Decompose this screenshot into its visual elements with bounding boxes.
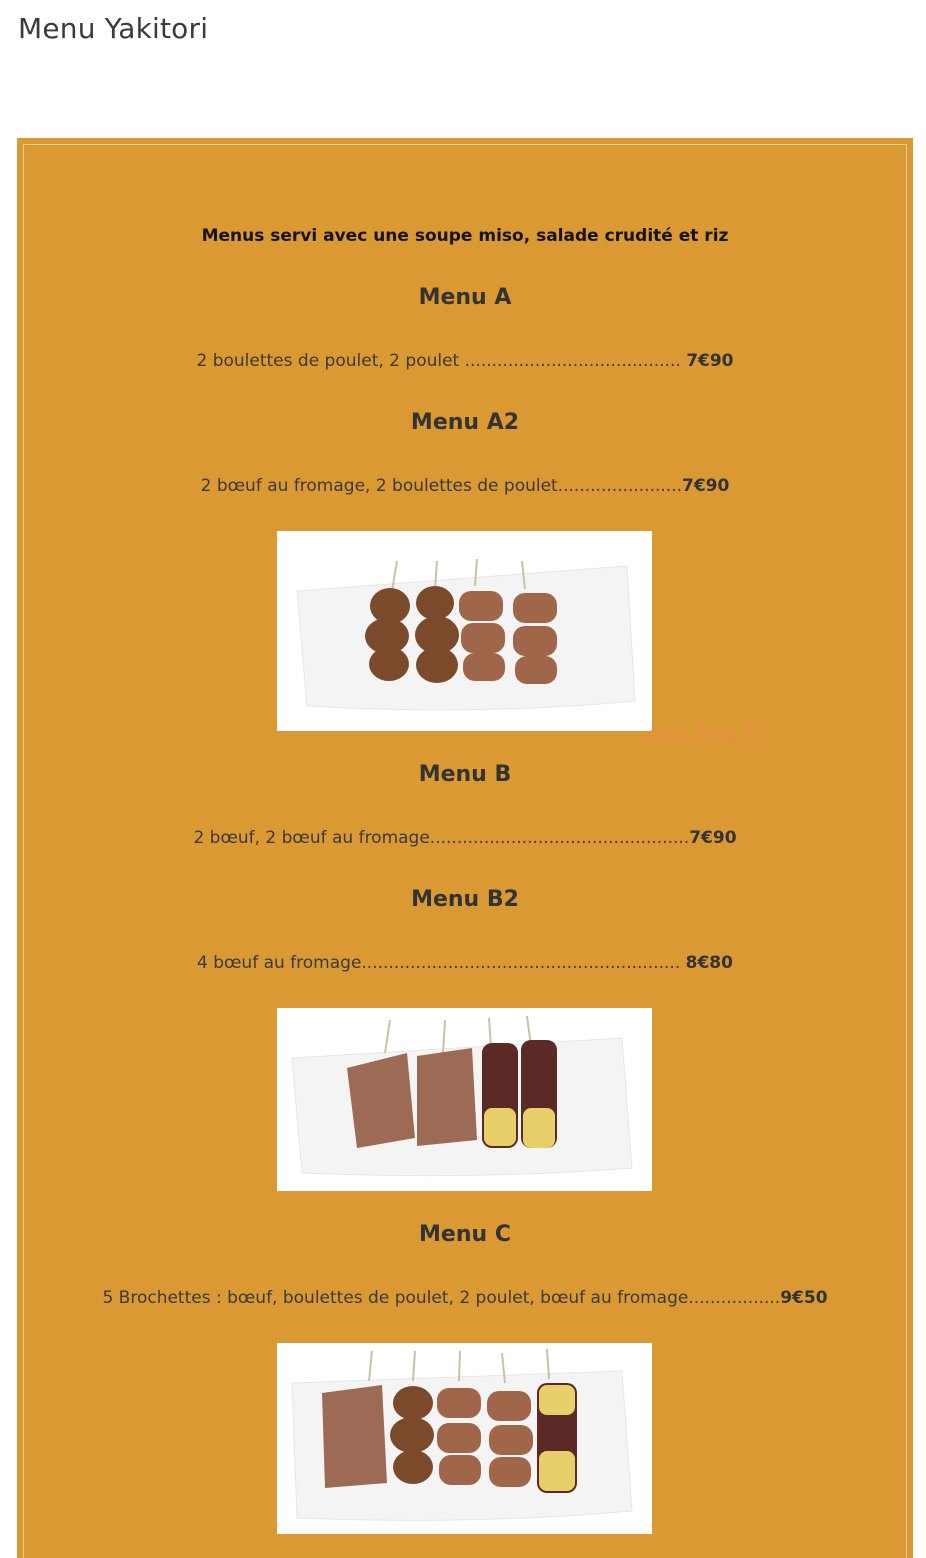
menu-b-heading: Menu B <box>418 762 512 787</box>
yakitori-photo-2-drawing <box>277 1008 652 1191</box>
menu-b-line <box>17 828 913 848</box>
menu-a2-price: 7€90 <box>682 476 730 496</box>
menu-b-price: 7€90 <box>689 828 737 848</box>
menu-a2-line <box>17 476 913 496</box>
menu-c-price: 9€50 <box>780 1288 828 1308</box>
menu-a-line <box>17 351 913 371</box>
yakitori-photo-2 <box>277 1008 652 1191</box>
menu-b2-description: 4 bœuf au fromage........................................................... <box>197 953 686 973</box>
menu-panel <box>17 138 913 1558</box>
yakitori-photo-1-drawing <box>277 531 652 731</box>
menu-a2-description: 2 bœuf au fromage, 2 boulettes de poulet....................... <box>200 476 683 496</box>
menu-c-description: 5 Brochettes : bœuf, boulettes de poulet, 2 poulet, bœuf au fromage................. <box>102 1288 781 1308</box>
menu-c-heading: Menu C <box>419 1222 511 1247</box>
menu-c-line <box>17 1288 913 1308</box>
menu-b2-line <box>17 953 913 973</box>
menu-b2-price: 8€80 <box>685 953 733 973</box>
menu-a-description: 2 boulettes de poulet, 2 poulet ........................................ <box>196 351 681 371</box>
menu-tagline: Menus servi avec une soupe miso, salade crudité et riz <box>201 226 729 246</box>
menu-b-description: 2 bœuf, 2 bœuf au fromage................................................ <box>193 828 690 848</box>
menu-a-heading: Menu A <box>418 285 512 310</box>
menu-a2-heading: Menu A2 <box>410 410 520 435</box>
menu-a-price: 7€90 <box>686 351 734 371</box>
menu-b2-heading: Menu B2 <box>411 887 519 912</box>
yakitori-photo-3-drawing <box>277 1343 652 1534</box>
yakitori-photo-1 <box>277 531 652 731</box>
page-title: Menu Yakitori <box>18 12 209 45</box>
yakitori-photo-3 <box>277 1343 652 1534</box>
watermark-text: eat-list.fr <box>646 720 767 750</box>
